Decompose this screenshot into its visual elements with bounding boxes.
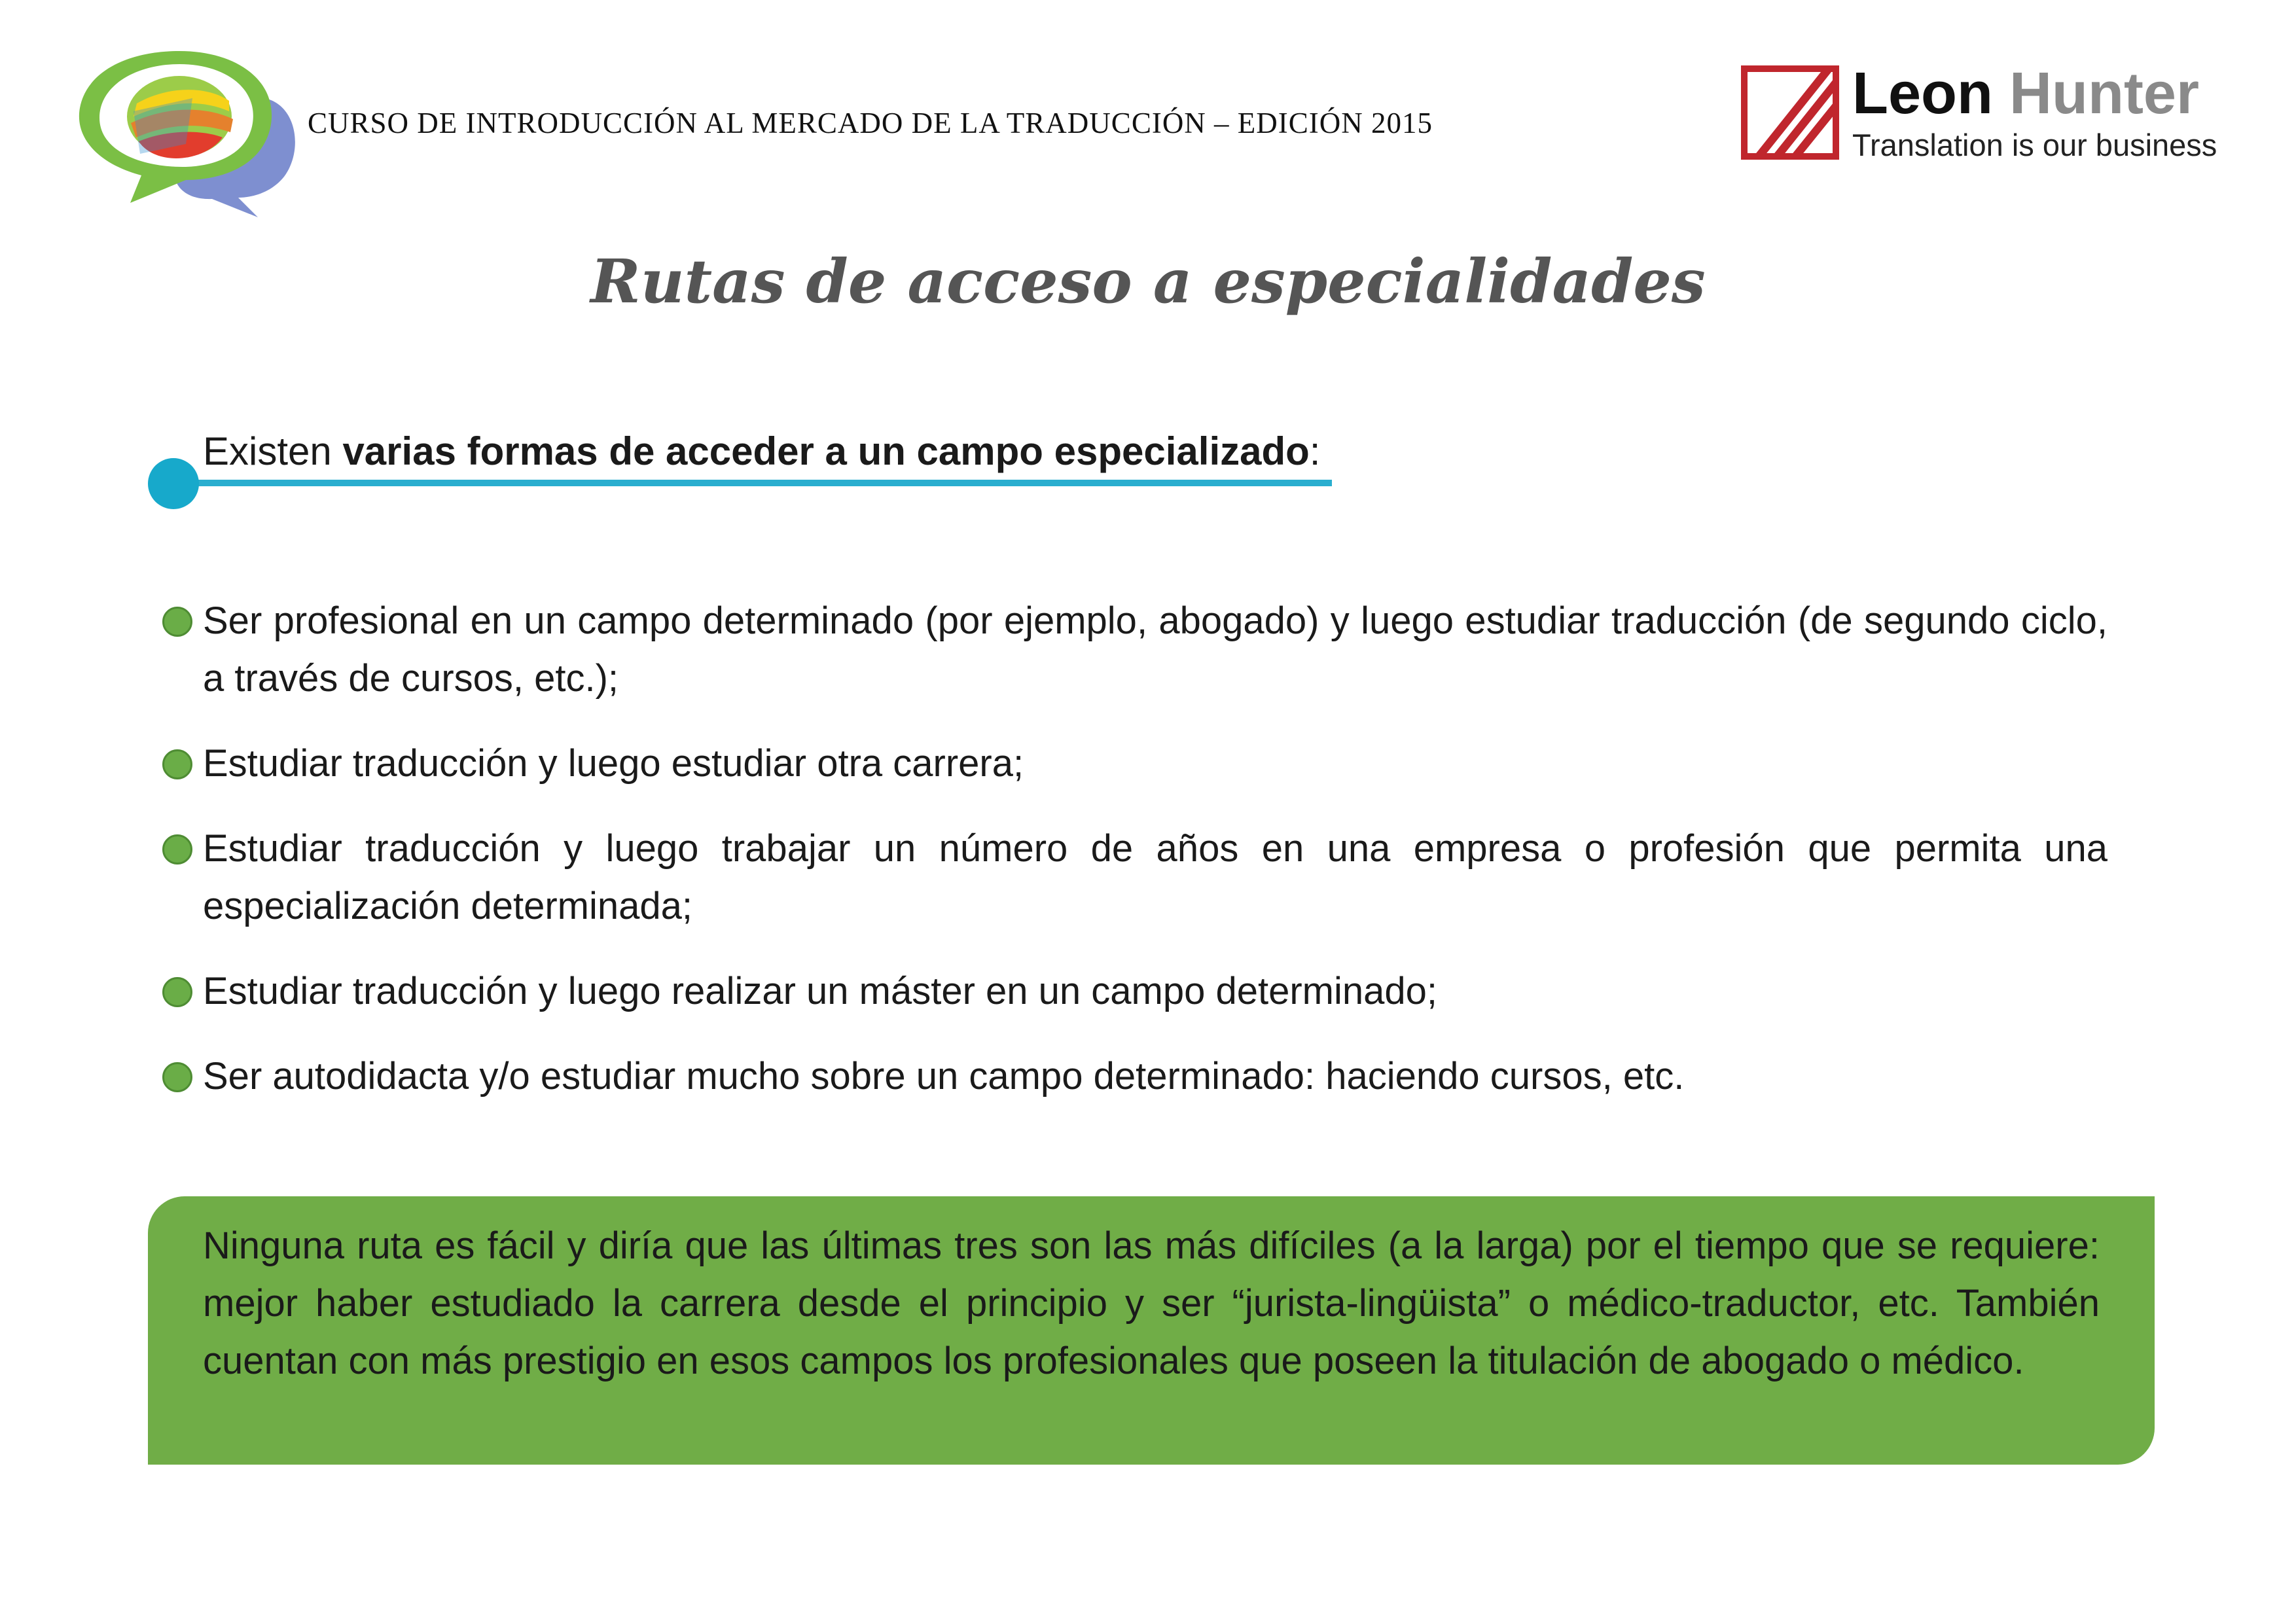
intro-heading [203, 429, 1320, 474]
brand-name-part1: Leon [1852, 61, 1993, 126]
bullet-dot-icon [162, 834, 192, 865]
list-item [162, 735, 2108, 793]
brand-logo [1741, 61, 2217, 168]
bullet-list [162, 592, 2108, 1133]
brand-name-part2: Hunter [2009, 61, 2199, 126]
course-title: CURSO DE INTRODUCCIÓN AL MERCADO DE LA TRADUCCIÓN – EDICIÓN 2015 [308, 107, 1433, 139]
intro-underline [196, 480, 1332, 486]
list-item [162, 592, 2108, 707]
list-item [162, 963, 2108, 1020]
page-title: Rutas de acceso a especialidades [590, 246, 1706, 317]
bullet-text: Estudiar traducción y luego realizar un máster en un campo determinado; [203, 970, 1438, 1012]
bullet-dot-icon [162, 749, 192, 779]
brand-mark-icon [1741, 65, 1839, 160]
list-item [162, 1048, 2108, 1105]
bullet-text: Estudiar traducción y luego trabajar un número de años en una empresa o profesión que permita una especialización determinada; [203, 827, 2108, 927]
intro-dot-icon [148, 458, 199, 509]
intro-prefix: Existen [203, 429, 343, 473]
bullet-text: Ser profesional en un campo determinado (por ejemplo, abogado) y luego estudiar traducción (de segundo ciclo, a través de cursos, etc.); [203, 599, 2108, 700]
bullet-dot-icon [162, 1062, 192, 1092]
note-box [148, 1196, 2155, 1465]
note-text: Ninguna ruta es fácil y diría que las últimas tres son las más difíciles (a la larga) por el tiempo que se requiere: mejor haber estudiado la carrera desde el principio y ser “jurista-lingüista” o médico-traductor, etc. También cuentan con más prestigio en esos campos los profesionales que poseen la titulación de abogado o médico. [203, 1224, 2100, 1382]
bullet-text: Estudiar traducción y luego estudiar otra carrera; [203, 742, 1024, 785]
brand-tagline: Translation is our business [1852, 128, 2217, 162]
bullet-text: Ser autodidacta y/o estudiar mucho sobre un campo determinado: haciendo cursos, etc. [203, 1055, 1685, 1097]
bullet-dot-icon [162, 977, 192, 1007]
brand-name [1852, 61, 2199, 126]
bullet-dot-icon [162, 607, 192, 637]
intro-bold: varias formas de acceder a un campo especializado [342, 429, 1310, 473]
intro-suffix: : [1309, 429, 1321, 473]
speech-bubbles-logo-icon [68, 46, 304, 223]
list-item [162, 820, 2108, 935]
